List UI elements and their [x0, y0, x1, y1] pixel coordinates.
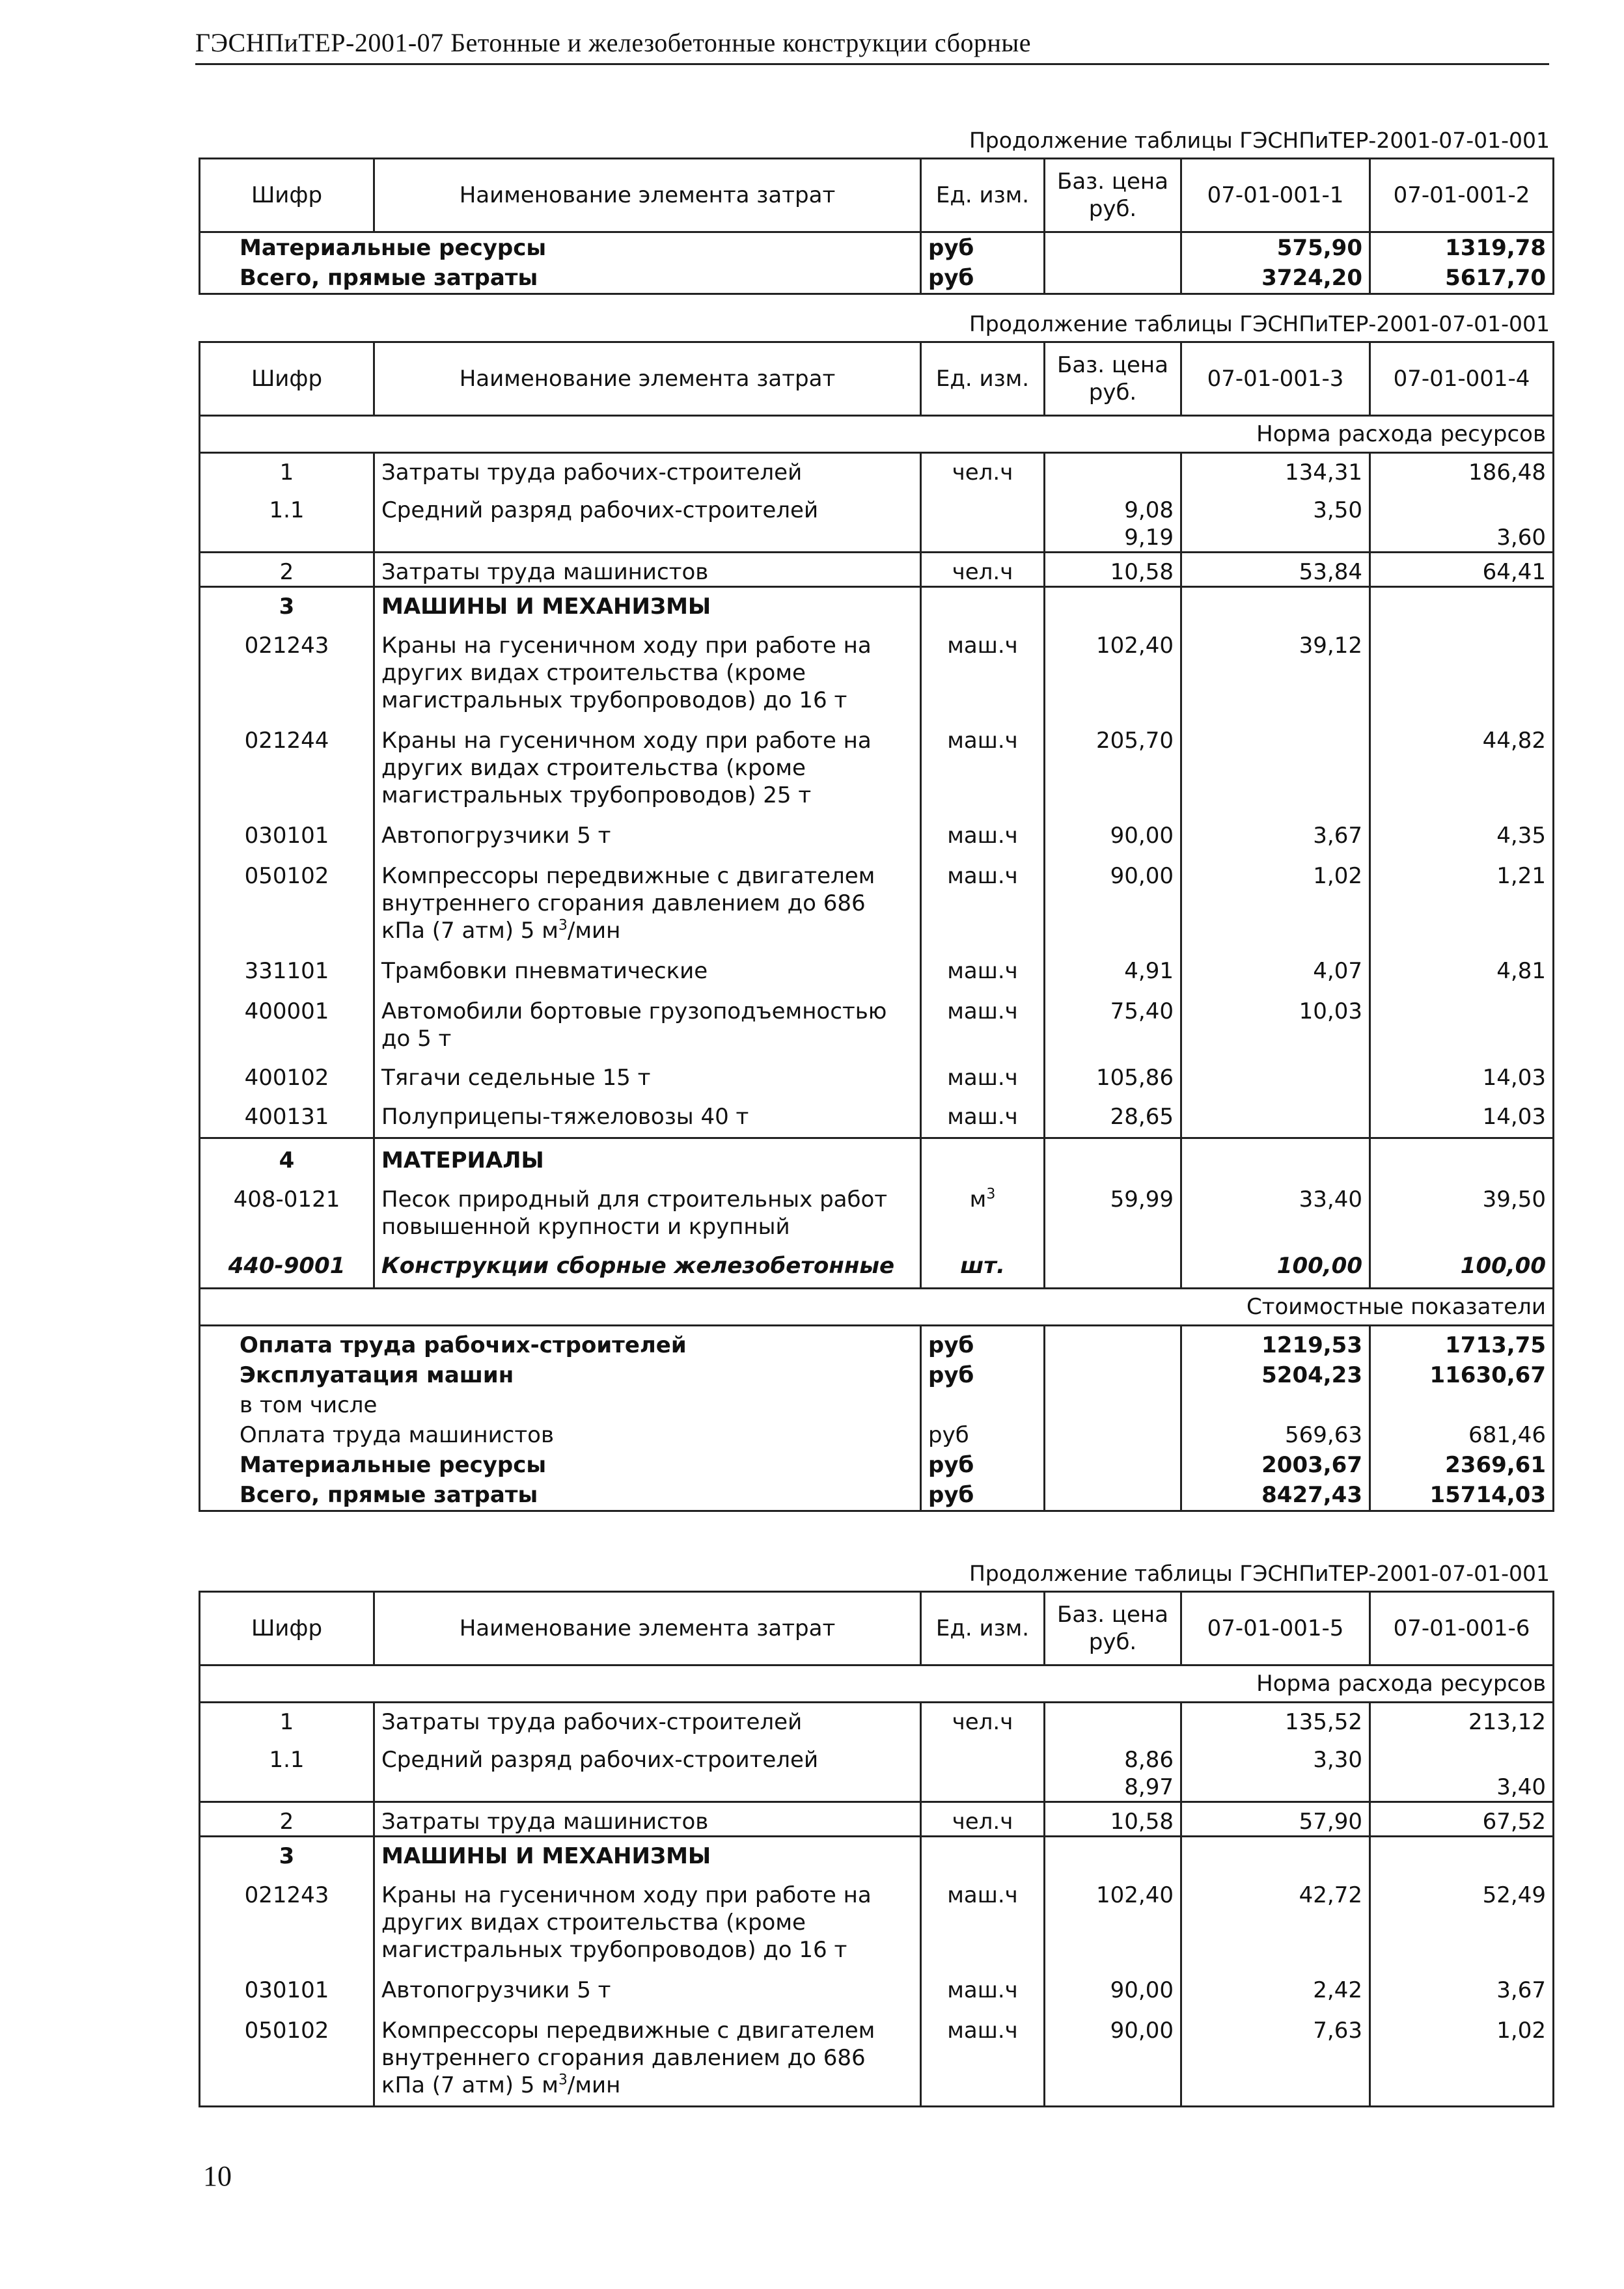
row-code: 4: [200, 1138, 374, 1175]
row-unit: шт.: [921, 1240, 1045, 1289]
table-row: [200, 944, 1554, 985]
row-price: [1045, 1703, 1181, 1736]
table-row: [200, 1174, 1554, 1240]
row-value-a: 1,02: [1181, 849, 1370, 944]
row-value-a: [1181, 587, 1370, 621]
name-text: Компрессоры передвижные с двигателем внутреннего сгорания давлением до 686 кПа (7 атм) 5 м: [381, 2018, 875, 2098]
row-unit: маш.ч: [921, 2004, 1045, 2107]
row-value-a: 39,12: [1181, 620, 1370, 714]
row-name: Автопогрузчики 5 т: [374, 1964, 921, 2004]
row-code: 440-9001: [228, 1253, 346, 1279]
row-value-a: 10,03: [1181, 985, 1370, 1052]
row-value-a: [1181, 1837, 1370, 1871]
unit-text: м: [969, 1186, 987, 1213]
row-value-a: 4,07: [1181, 944, 1370, 985]
row-value-b: 11630,67: [1370, 1360, 1554, 1390]
row-price: [1045, 1736, 1181, 1802]
row-value-a: 8427,43: [1181, 1480, 1370, 1511]
section-title: МАШИНЫ И МЕХАНИЗМЫ: [374, 1837, 921, 1871]
price-line-1: 9,08: [1124, 497, 1174, 523]
row-name: Затраты труда машинистов: [374, 1802, 921, 1837]
unit-superscript: 3: [986, 1186, 996, 1203]
row-name: Автомобили бортовые грузоподъемностью до 5 т: [374, 985, 921, 1052]
row-unit: маш.ч: [921, 985, 1045, 1052]
table-row: [200, 809, 1554, 849]
row-code: 400131: [244, 1104, 329, 1130]
name-text: Компрессоры передвижные с двигателем внутреннего сгорания давлением до 686 кПа (7 атм) 5 м: [381, 863, 875, 944]
row-value-a: [1181, 714, 1370, 809]
row-price: [1045, 587, 1181, 621]
row-value-a: [1181, 1138, 1370, 1175]
table-row: [200, 1450, 1554, 1480]
row-value-a: 2003,67: [1181, 1450, 1370, 1480]
row-unit: руб: [921, 1450, 1045, 1480]
header-col-a: 07-01-001-5: [1181, 1592, 1370, 1665]
header-col-a: 07-01-001-3: [1181, 342, 1370, 416]
table-row: [200, 714, 1554, 809]
row-value-a: 7,63: [1181, 2004, 1370, 2107]
row-price: 205,70: [1045, 714, 1181, 809]
table-row: [200, 1052, 1554, 1091]
table-header-row: [200, 159, 1554, 232]
row-value-b: 1319,78: [1370, 232, 1554, 264]
row-value-a: 575,90: [1181, 232, 1370, 264]
table-row: [200, 1703, 1554, 1736]
section-title: МАШИНЫ И МЕХАНИЗМЫ: [374, 587, 921, 621]
row-value-a: 53,84: [1181, 553, 1370, 587]
norm-label-row: [200, 416, 1554, 453]
header-code: Шифр: [200, 159, 374, 232]
row-code: 1.1: [269, 1747, 305, 1773]
norm-label: Норма расхода ресурсов: [200, 416, 1554, 453]
row-value-a: [1181, 1091, 1370, 1138]
row-price: [1045, 1138, 1181, 1175]
row-value-b: 1713,75: [1370, 1326, 1554, 1361]
row-name: Материальные ресурсы: [240, 1452, 547, 1478]
row-unit: руб: [921, 1480, 1045, 1511]
row-value-a: 100,00: [1181, 1240, 1370, 1289]
row-code: 400001: [244, 998, 329, 1024]
row-code: 030101: [244, 1977, 329, 2003]
table-row: [200, 620, 1554, 714]
row-value-a: 3724,20: [1181, 263, 1370, 294]
table-row: [200, 1736, 1554, 1802]
row-value-b: 4,35: [1370, 809, 1554, 849]
row-price: 102,40: [1045, 1870, 1181, 1964]
row-price: [1045, 1360, 1181, 1390]
row-price: 90,00: [1045, 1964, 1181, 2004]
row-unit: [921, 486, 1045, 553]
table-block-2: [199, 307, 1552, 1512]
table-row: [200, 1360, 1554, 1390]
row-unit: [921, 1174, 1045, 1240]
row-price: [1045, 263, 1181, 294]
row-value-b: [1370, 1390, 1554, 1420]
header-name: Наименование элемента затрат: [374, 1592, 921, 1665]
row-value-b: [1370, 1736, 1554, 1802]
row-unit: [921, 1837, 1045, 1871]
row-name: Средний разряд рабочих-строителей: [374, 486, 921, 553]
row-code: 021244: [244, 728, 329, 754]
cost-label: Стоимостные показатели: [200, 1289, 1554, 1326]
header-price: Баз. цена руб.: [1045, 342, 1181, 416]
row-unit: руб: [921, 1360, 1045, 1390]
row-price: [1045, 1450, 1181, 1480]
row-value-a: 5204,23: [1181, 1360, 1370, 1390]
row-name: Тягачи седельные 15 т: [374, 1052, 921, 1091]
row-value-b: 5617,70: [1370, 263, 1554, 294]
row-value-b: [1370, 486, 1554, 553]
row-value-b: 213,12: [1370, 1703, 1554, 1736]
row-unit: [921, 587, 1045, 621]
row-value-a: 1219,53: [1181, 1326, 1370, 1361]
header-name: Наименование элемента затрат: [374, 159, 921, 232]
table-row: [200, 453, 1554, 487]
row-code: 2: [200, 553, 374, 587]
table-caption: Продолжение таблицы ГЭСНПиТЕР-2001-07-01-001: [969, 1561, 1550, 1586]
row-unit: маш.ч: [921, 620, 1045, 714]
row-price: 28,65: [1045, 1091, 1181, 1138]
row-value-b: 2369,61: [1370, 1450, 1554, 1480]
row-name: Затраты труда рабочих-строителей: [374, 453, 921, 487]
row-name: Конструкции сборные железобетонные: [374, 1240, 921, 1289]
row-name: Трамбовки пневматические: [374, 944, 921, 985]
row-name: Автопогрузчики 5 т: [374, 809, 921, 849]
price-line-2: 9,19: [1124, 525, 1174, 551]
row-value-b: 681,46: [1370, 1420, 1554, 1450]
row-code: 3: [200, 1837, 374, 1871]
row-unit: маш.ч: [921, 944, 1045, 985]
row-name: Всего, прямые затраты: [240, 265, 538, 291]
header-price: Баз. цена руб.: [1045, 1592, 1181, 1665]
row-code: 050102: [244, 863, 329, 889]
table-row: [200, 1240, 1554, 1289]
header-code: Шифр: [200, 342, 374, 416]
row-price: 10,58: [1045, 1802, 1181, 1837]
section-row: [200, 1837, 1554, 1871]
row-value-a: 33,40: [1181, 1174, 1370, 1240]
section-row: [200, 587, 1554, 621]
row-name: Краны на гусеничном ходу при работе на других видах строительства (кроме магистральных трубопроводов) до 16 т: [374, 1870, 921, 1964]
row-code: 050102: [244, 2018, 329, 2044]
row-price: 10,58: [1045, 553, 1181, 587]
row-code: 1: [279, 1709, 294, 1735]
section-row: [200, 1138, 1554, 1175]
table-block-3: [199, 1557, 1552, 2107]
row-code: 2: [200, 1802, 374, 1837]
row-code: 030101: [244, 823, 329, 849]
row-name: Эксплуатация машин: [240, 1362, 514, 1388]
name-text-end: /мин: [567, 2072, 621, 2098]
header-unit: Ед. изм.: [921, 342, 1045, 416]
value-b-line-2: 3,40: [1496, 1774, 1546, 1800]
row-unit: руб: [921, 1420, 1045, 1450]
table-row: [200, 985, 1554, 1052]
cost-table-1: [199, 158, 1554, 295]
row-name: [374, 2004, 921, 2107]
row-name: Затраты труда рабочих-строителей: [374, 1703, 921, 1736]
row-code: 331101: [244, 958, 329, 984]
row-value-b: 64,41: [1370, 553, 1554, 587]
value-b-line-2: 3,60: [1496, 525, 1546, 551]
row-price: 4,91: [1045, 944, 1181, 985]
row-price: 90,00: [1045, 2004, 1181, 2107]
row-value-a: 3,67: [1181, 809, 1370, 849]
table-row: [200, 1964, 1554, 2004]
row-value-a: 3,50: [1181, 486, 1370, 553]
table-header-row: [200, 1592, 1554, 1665]
row-code: 1: [279, 459, 294, 486]
row-unit: маш.ч: [921, 1091, 1045, 1138]
row-value-b: 100,00: [1370, 1240, 1554, 1289]
header-unit: Ед. изм.: [921, 1592, 1045, 1665]
table-row: [200, 1870, 1554, 1964]
table-row: [200, 486, 1554, 553]
name-superscript: 3: [558, 2072, 568, 2089]
row-value-b: 67,52: [1370, 1802, 1554, 1837]
row-name: Песок природный для строительных работ повышенной крупности и крупный: [374, 1174, 921, 1240]
row-name: Краны на гусеничном ходу при работе на других видах строительства (кроме магистральных трубопроводов) 25 т: [374, 714, 921, 809]
header-col-b: 07-01-001-2: [1370, 159, 1554, 232]
row-unit: руб: [921, 263, 1045, 294]
page-header: ГЭСНПиТЕР-2001-07 Бетонные и железобетонные конструкции сборные: [195, 27, 1549, 65]
name-text-end: /мин: [567, 918, 621, 944]
row-name: Затраты труда машинистов: [374, 553, 921, 587]
table-row: [200, 1326, 1554, 1361]
row-price: [1045, 1837, 1181, 1871]
row-unit: маш.ч: [921, 1052, 1045, 1091]
row-code: 021243: [244, 633, 329, 659]
row-value-a: [1181, 1052, 1370, 1091]
row-code: 1.1: [269, 497, 305, 523]
row-price: 102,40: [1045, 620, 1181, 714]
row-value-b: 52,49: [1370, 1870, 1554, 1964]
price-line-1: 8,86: [1124, 1747, 1174, 1773]
row-unit: маш.ч: [921, 809, 1045, 849]
row-value-b: 14,03: [1370, 1052, 1554, 1091]
header-code: Шифр: [200, 1592, 374, 1665]
norm-label-row: [200, 1665, 1554, 1703]
header-name: Наименование элемента затрат: [374, 342, 921, 416]
row-value-b: 14,03: [1370, 1091, 1554, 1138]
table-header-row: [200, 342, 1554, 416]
row-price: 75,40: [1045, 985, 1181, 1052]
row-price: [1045, 1420, 1181, 1450]
row-name: Оплата труда рабочих-строителей: [240, 1332, 687, 1358]
row-unit: чел.ч: [921, 1703, 1045, 1736]
table-caption: Продолжение таблицы ГЭСНПиТЕР-2001-07-01-001: [969, 128, 1550, 153]
row-unit: [921, 1138, 1045, 1175]
table-row: [200, 553, 1554, 587]
row-price: 90,00: [1045, 809, 1181, 849]
row-value-b: 15714,03: [1370, 1480, 1554, 1511]
name-superscript: 3: [558, 917, 568, 934]
row-unit: чел.ч: [921, 453, 1045, 487]
row-code: 400102: [244, 1065, 329, 1091]
row-value-a: 57,90: [1181, 1802, 1370, 1837]
row-price: [1045, 232, 1181, 264]
row-price: 105,86: [1045, 1052, 1181, 1091]
row-value-b: 1,21: [1370, 849, 1554, 944]
row-value-b: [1370, 1837, 1554, 1871]
table-block-1: [199, 124, 1552, 295]
table-caption: Продолжение таблицы ГЭСНПиТЕР-2001-07-01-001: [969, 311, 1550, 336]
table-row: [200, 232, 1554, 264]
row-unit: маш.ч: [921, 1964, 1045, 2004]
header-price: Баз. цена руб.: [1045, 159, 1181, 232]
row-value-b: 186,48: [1370, 453, 1554, 487]
table-row: [200, 1480, 1554, 1511]
row-name: Всего, прямые затраты: [240, 1482, 538, 1508]
row-code: 3: [200, 587, 374, 621]
row-unit: [921, 1390, 1045, 1420]
page-number: 10: [203, 2160, 232, 2192]
header-unit: Ед. изм.: [921, 159, 1045, 232]
row-price: [1045, 453, 1181, 487]
row-name: в том числе: [240, 1392, 378, 1418]
row-value-b: [1370, 1138, 1554, 1175]
row-unit: маш.ч: [921, 1870, 1045, 1964]
row-price: [1045, 1326, 1181, 1361]
section-title: МАТЕРИАЛЫ: [374, 1138, 921, 1175]
row-unit: маш.ч: [921, 714, 1045, 809]
header-col-b: 07-01-001-6: [1370, 1592, 1554, 1665]
table-row: [200, 1091, 1554, 1138]
row-price: [1045, 1480, 1181, 1511]
row-value-a: 42,72: [1181, 1870, 1370, 1964]
table-row: [200, 1390, 1554, 1420]
row-unit: чел.ч: [921, 1802, 1045, 1837]
row-value-b: [1370, 620, 1554, 714]
row-price: [1045, 1240, 1181, 1289]
table-row: [200, 2004, 1554, 2107]
cost-table-3: [199, 1591, 1554, 2107]
table-row: [200, 1420, 1554, 1450]
row-value-a: 135,52: [1181, 1703, 1370, 1736]
header-col-a: 07-01-001-1: [1181, 159, 1370, 232]
row-value-b: 4,81: [1370, 944, 1554, 985]
row-price: 59,99: [1045, 1174, 1181, 1240]
row-value-a: 2,42: [1181, 1964, 1370, 2004]
price-line-2: 8,97: [1124, 1774, 1174, 1800]
row-price: 90,00: [1045, 849, 1181, 944]
cost-table-2: [199, 341, 1554, 1512]
cost-label-row: [200, 1289, 1554, 1326]
row-name: Краны на гусеничном ходу при работе на других видах строительства (кроме магистральных трубопроводов) до 16 т: [374, 620, 921, 714]
header-col-b: 07-01-001-4: [1370, 342, 1554, 416]
row-unit: руб: [921, 1326, 1045, 1361]
row-unit: маш.ч: [921, 849, 1045, 944]
row-value-b: 44,82: [1370, 714, 1554, 809]
row-value-a: 134,31: [1181, 453, 1370, 487]
row-unit: чел.ч: [921, 553, 1045, 587]
row-price: [1045, 1390, 1181, 1420]
row-unit: руб: [921, 232, 1045, 264]
row-code: 021243: [244, 1882, 329, 1908]
row-value-b: 1,02: [1370, 2004, 1554, 2107]
table-row: [200, 1802, 1554, 1837]
table-row: [200, 263, 1554, 294]
row-price: [1045, 486, 1181, 553]
row-name: Средний разряд рабочих-строителей: [374, 1736, 921, 1802]
norm-label: Норма расхода ресурсов: [200, 1665, 1554, 1703]
row-value-b: 3,67: [1370, 1964, 1554, 2004]
table-row: [200, 849, 1554, 944]
row-name: [374, 849, 921, 944]
row-value-b: [1370, 587, 1554, 621]
row-value-a: [1181, 1390, 1370, 1420]
row-value-b: 39,50: [1370, 1174, 1554, 1240]
row-value-b: [1370, 985, 1554, 1052]
row-name: Оплата труда машинистов: [240, 1422, 555, 1448]
row-unit: [921, 1736, 1045, 1802]
row-name: Полуприцепы-тяжеловозы 40 т: [374, 1091, 921, 1138]
row-code: 408-0121: [233, 1186, 340, 1213]
row-value-a: 569,63: [1181, 1420, 1370, 1450]
row-name: Материальные ресурсы: [240, 235, 547, 261]
row-value-a: 3,30: [1181, 1736, 1370, 1802]
